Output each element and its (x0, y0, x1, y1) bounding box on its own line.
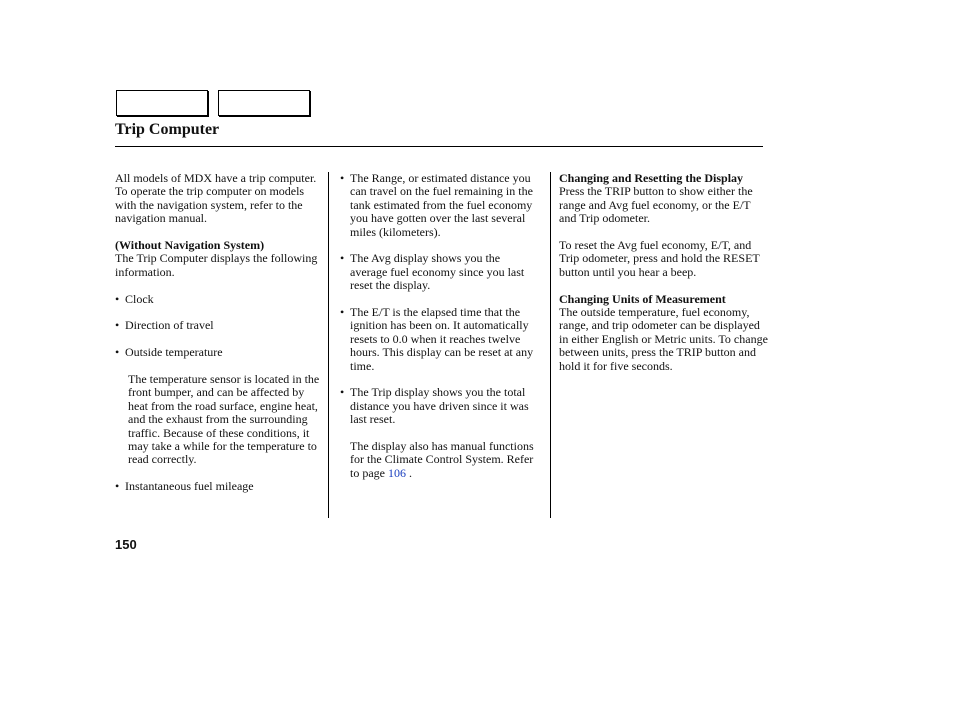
list-item: • The Range, or estimated distance you can travel on the fuel remaining in the tank estimated from the fuel economy you have gotten over the last several miles (kilometers). (340, 172, 540, 239)
section-heading: Changing and Resetting the Display (559, 171, 744, 185)
list-item-text: Outside temperature (125, 345, 223, 360)
note-text: The display also has manual functions for the Climate Control System. Refer to page (350, 439, 534, 480)
intro-paragraph: All models of MDX have a trip computer. To operate the trip computer on models with the navigation system, refer to the navigation manual. (115, 171, 317, 226)
list-item-text: The Range, or estimated distance you can travel on the fuel remaining in the tank estimated from the fuel economy you have gotten over the last several miles (kilometers). (350, 171, 533, 239)
subintro-paragraph: The Trip Computer displays the following information. (115, 251, 318, 279)
list-item-text: Clock (125, 291, 154, 306)
temperature-note: The temperature sensor is located in the front bumper, and can be affected by heat from the road surface, engine heat, and the exhaust from the surrounding traffic. Because of these conditions, it may take a while for the temperature to read correctly. (128, 372, 320, 467)
note-period: . (409, 465, 412, 480)
paragraph: Press the TRIP button to show either the range and Avg fuel economy, or the E/T and Trip odometer. (559, 184, 753, 226)
list-item: • The E/T is the elapsed time that the ignition has been on. It automatically resets to 0.0 when it reaches twelve hours. This display can be reset at any time. (340, 306, 540, 373)
subheading: (Without Navigation System) (115, 238, 265, 253)
list-item: • The Trip display shows you the total distance you have driven since it was last reset. (340, 386, 540, 426)
column-divider (328, 172, 329, 518)
paragraph: The outside temperature, fuel economy, range, and trip odometer can be displayed in either English or Metric units. To change between units, press the TRIP button and hold it for five seconds. (559, 305, 768, 373)
nav-button-previous[interactable] (116, 90, 208, 116)
list-item-text: The Trip display shows you the total distance you have driven since it was last reset. (350, 385, 529, 427)
column-2 (340, 172, 540, 480)
section-heading: Changing Units of Measurement (559, 291, 726, 306)
list-item-text: Instantaneous fuel mileage (125, 479, 254, 494)
column-1 (115, 172, 320, 494)
paragraph: To reset the Avg fuel economy, E/T, and Trip odometer, press and hold the RESET button until you hear a beep. (559, 238, 760, 279)
list-item: • Clock (115, 291, 154, 306)
page-link[interactable]: 106 (388, 465, 406, 480)
column-divider (550, 172, 551, 518)
page-title: Trip Computer (115, 121, 220, 138)
title-divider (115, 146, 763, 147)
climate-control-note (340, 440, 540, 480)
nav-button-next[interactable] (218, 90, 310, 116)
list-item: • The Avg display shows you the average fuel economy since you last reset the display. (340, 252, 540, 292)
list-item-text: Direction of travel (125, 318, 214, 333)
list-item: • Instantaneous fuel mileage (115, 479, 254, 494)
list-item-text: The Avg display shows you the average fuel economy since you last reset the display. (350, 251, 525, 293)
list-item: • Direction of travel (115, 318, 214, 333)
list-item: • Outside temperature (115, 345, 223, 360)
column-3 (559, 172, 769, 373)
page-number: 150 (115, 537, 137, 552)
list-item-text: The E/T is the elapsed time that the ignition has been on. It automatically resets to 0.0 when it reaches twelve hours. This display can be reset at any time. (350, 305, 534, 373)
